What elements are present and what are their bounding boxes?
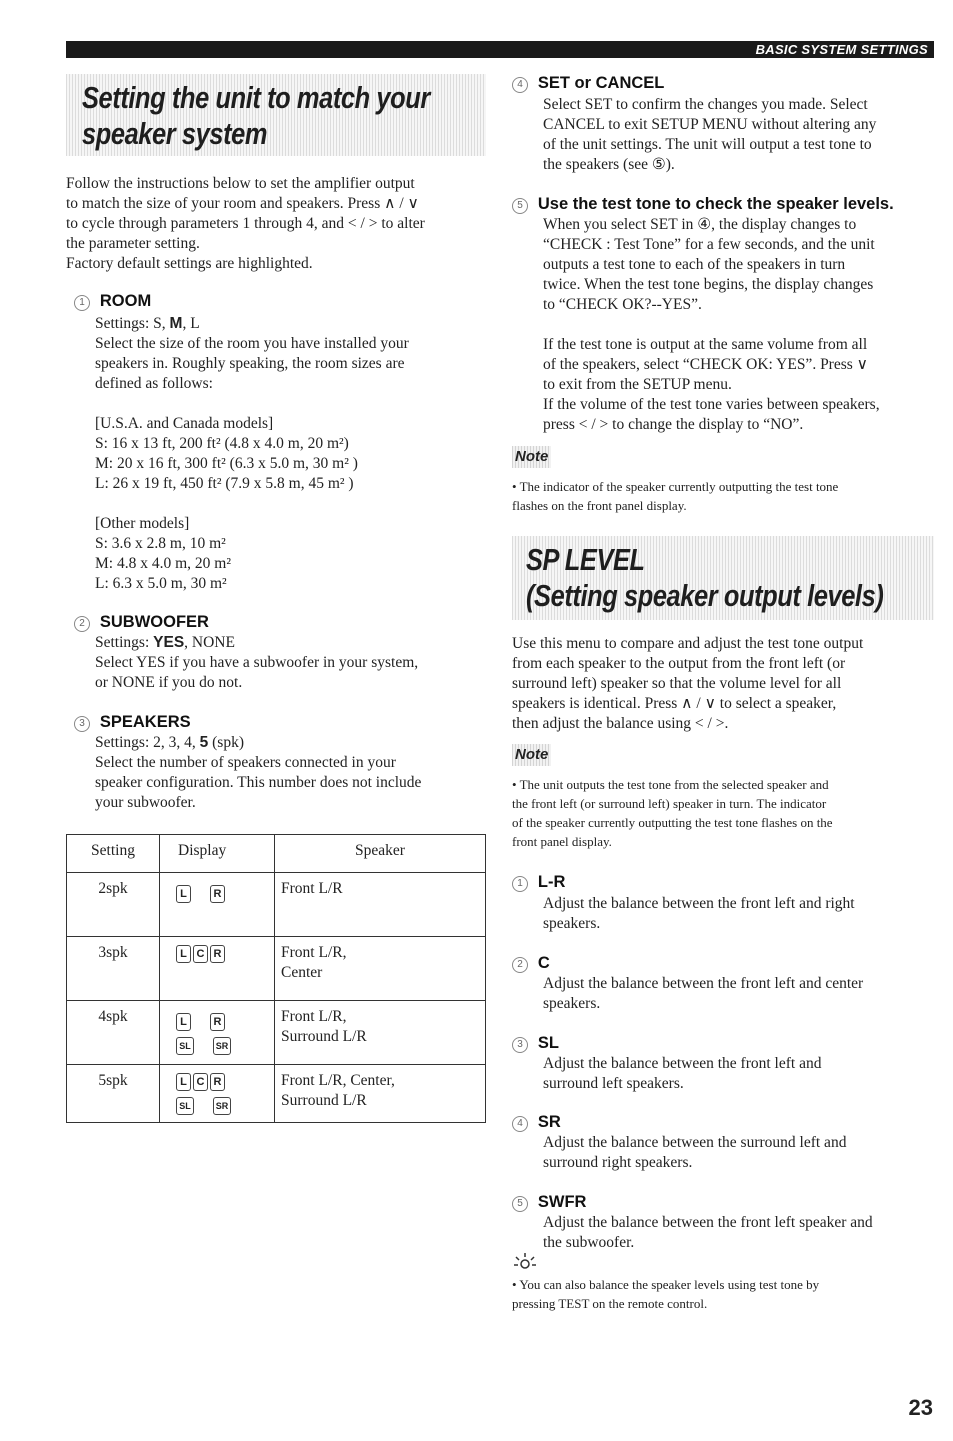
step-number-icon: 5 (512, 1196, 528, 1212)
step-number-icon: 2 (74, 616, 90, 632)
table-row (67, 937, 486, 1001)
table-cell-speaker: Front L/R (275, 873, 486, 937)
table-row (67, 873, 486, 937)
speakers-label: SPEAKERS (99, 713, 191, 731)
subwoofer-default: YES (153, 634, 185, 651)
front-right-indicator-icon: R (210, 885, 225, 903)
room-heading (74, 291, 151, 312)
surround-right-indicator-icon: SR (213, 1097, 231, 1115)
sp-level-intro: Use this menu to compare and adjust the test tone output from each speaker to the output from the front left (or surround left) speaker so that the volume level for all speakers is identical. Press ∧ / ∨ to select a speaker, then adjust the balance using < / >. (512, 635, 864, 732)
sl-label: SL (537, 1034, 559, 1052)
table-header: Speaker (275, 835, 486, 873)
us-size-m: M: 20 x 16 ft, 300 ft² (6.3 x 5.0 m, 30 m² ) (95, 455, 358, 472)
us-size-s: S: 16 x 13 ft, 200 ft² (4.8 x 4.0 m, 20 m²) (95, 435, 349, 452)
display-cell (160, 937, 275, 1001)
swfr-label: SWFR (537, 1193, 587, 1211)
front-left-indicator-icon: L (176, 1073, 191, 1091)
lr-heading (512, 872, 565, 893)
section-header-text: BASIC SYSTEM SETTINGS (755, 42, 928, 57)
step-number-icon: 3 (74, 716, 90, 732)
section-header-bar (66, 41, 934, 58)
center-indicator-icon: C (193, 1073, 208, 1091)
table-cell-setting: 4spk (67, 1001, 160, 1065)
speakers-settings: Settings: 2, 3, 4, 5 (spk) (95, 734, 244, 751)
center-indicator-icon: C (193, 945, 208, 963)
room-label: ROOM (99, 292, 152, 310)
front-right-indicator-icon: R (210, 945, 225, 963)
other-models-heading: [Other models] (95, 515, 190, 532)
step-number-icon: 1 (512, 876, 528, 892)
display-cell (160, 873, 275, 937)
table-cell-speaker: Front L/R, Center, Surround L/R (275, 1065, 486, 1123)
display-cell (160, 1065, 275, 1123)
subwoofer-description: Select YES if you have a subwoofer in your system, or NONE if you do not. (95, 654, 419, 691)
tip-text: • You can also balance the speaker levels using test tone by pressing TEST on the remote control. (512, 1277, 820, 1311)
sl-heading (512, 1033, 559, 1054)
front-left-indicator-icon: L (176, 945, 191, 963)
surround-left-indicator-icon: SL (176, 1037, 194, 1055)
subwoofer-heading (74, 612, 209, 633)
step-number-icon: 4 (512, 77, 528, 93)
test-tone-check: If the test tone is output at the same volume from all of the speakers, select “CHECK OK: YES”. Press ∨ to exit from the SETUP menu. If the volume of the test tone varies between speakers, press < / > to change the display to “NO”. (543, 336, 880, 433)
note-label: Note (512, 446, 551, 468)
c-description: Adjust the balance between the front left and center speakers. (543, 975, 864, 1012)
room-description: Select the size of the room you have installed your speakers in. Roughly speaking, the room sizes are defined as follows: (95, 335, 409, 392)
table-cell-speaker: Front L/R, Center (275, 937, 486, 1001)
us-size-l: L: 26 x 19 ft, 450 ft² (7.9 x 5.8 m, 45 m² ) (95, 475, 354, 492)
display-cell (160, 1001, 275, 1065)
other-size-s: S: 3.6 x 2.8 m, 10 m² (95, 535, 226, 552)
table-cell-setting: 3spk (67, 937, 160, 1001)
set-cancel-heading (512, 73, 664, 94)
table-cell-speaker: Front L/R, Surround L/R (275, 1001, 486, 1065)
lr-label: L-R (537, 873, 566, 891)
sp-level-title-box (512, 536, 934, 620)
table-header: Display (160, 835, 275, 873)
sr-description: Adjust the balance between the surround left and surround right speakers. (543, 1134, 847, 1171)
section-title-line1: Setting the unit to match your (82, 80, 430, 115)
surround-right-indicator-icon: SR (213, 1037, 231, 1055)
front-left-indicator-icon: L (176, 1013, 191, 1031)
intro-paragraph: Follow the instructions below to set the amplifier output to match the size of your room and speakers. Press ∧ / ∨ to cycle through parameters 1 through 4, and < / > to alter the parameter setting. Factory default settings are highlighted. (66, 175, 425, 272)
us-models-heading: [U.S.A. and Canada models] (95, 415, 274, 432)
table-row (67, 1001, 486, 1065)
note-text: • The unit outputs the test tone from the selected speaker and the front left (or surround left) speaker in turn. The indicator of the speaker currently outputting the test tone flashes on the front panel display. (512, 777, 833, 849)
note-label: Note (512, 744, 551, 766)
lr-description: Adjust the balance between the front left and right speakers. (543, 895, 855, 932)
section-title-box (66, 74, 486, 156)
speakers-default: 5 (199, 734, 209, 751)
set-cancel-label: SET or CANCEL (537, 74, 665, 92)
sp-level-title-line2: (Setting speaker output levels) (526, 578, 884, 613)
page-number: 23 (908, 1395, 933, 1420)
step-number-icon: 5 (512, 198, 528, 214)
table-header-row (67, 835, 486, 873)
other-size-m: M: 4.8 x 4.0 m, 20 m² (95, 555, 231, 572)
surround-left-indicator-icon: SL (176, 1097, 194, 1115)
table-cell-setting: 2spk (67, 873, 160, 937)
note-text: • The indicator of the speaker currently outputting the test tone flashes on the front panel display. (512, 479, 839, 513)
sp-level-title-line1: SP LEVEL (526, 542, 645, 577)
speakers-description: Select the number of speakers connected in your speaker configuration. This number does not include your subwoofer. (95, 754, 422, 811)
front-left-indicator-icon: L (176, 885, 191, 903)
subwoofer-settings: Settings: YES, NONE (95, 634, 235, 651)
section-title-line2: speaker system (82, 116, 268, 151)
table-header: Setting (67, 835, 160, 873)
c-heading (512, 953, 550, 974)
front-right-indicator-icon: R (210, 1013, 225, 1031)
sr-label: SR (537, 1113, 561, 1131)
sl-description: Adjust the balance between the front left and surround left speakers. (543, 1055, 822, 1092)
test-tone-heading (512, 194, 894, 215)
test-tone-description: When you select SET in ④, the display changes to “CHECK : Test Tone” for a few seconds, and the unit outputs a test tone to each of the speakers in turn twice. When the test tone begins, the display changes to “CHECK OK?--YES”. (543, 216, 875, 313)
step-number-icon: 2 (512, 957, 528, 973)
step-number-icon: 1 (74, 295, 90, 311)
c-label: C (537, 954, 550, 972)
table-cell-setting: 5spk (67, 1065, 160, 1123)
sr-heading (512, 1112, 561, 1133)
speakers-heading (74, 712, 191, 733)
swfr-description: Adjust the balance between the front left speaker and the subwoofer. (543, 1214, 873, 1251)
room-settings: Settings: S, M, L (95, 315, 200, 332)
swfr-heading (512, 1192, 586, 1213)
other-size-l: L: 6.3 x 5.0 m, 30 m² (95, 575, 227, 592)
set-cancel-description: Select SET to confirm the changes you made. Select CANCEL to exit SETUP MENU without altering any of the unit settings. The unit will output a test tone to the speakers (see ⑤). (543, 96, 877, 173)
step-number-icon: 4 (512, 1116, 528, 1132)
tip-lightbulb-icon (512, 1251, 538, 1273)
step-number-icon: 3 (512, 1037, 528, 1053)
test-tone-label: Use the test tone to check the speaker levels. (537, 195, 894, 213)
subwoofer-label: SUBWOOFER (99, 613, 209, 631)
table-row (67, 1065, 486, 1123)
room-default: M (169, 315, 183, 332)
speaker-table (66, 834, 486, 1123)
front-right-indicator-icon: R (210, 1073, 225, 1091)
